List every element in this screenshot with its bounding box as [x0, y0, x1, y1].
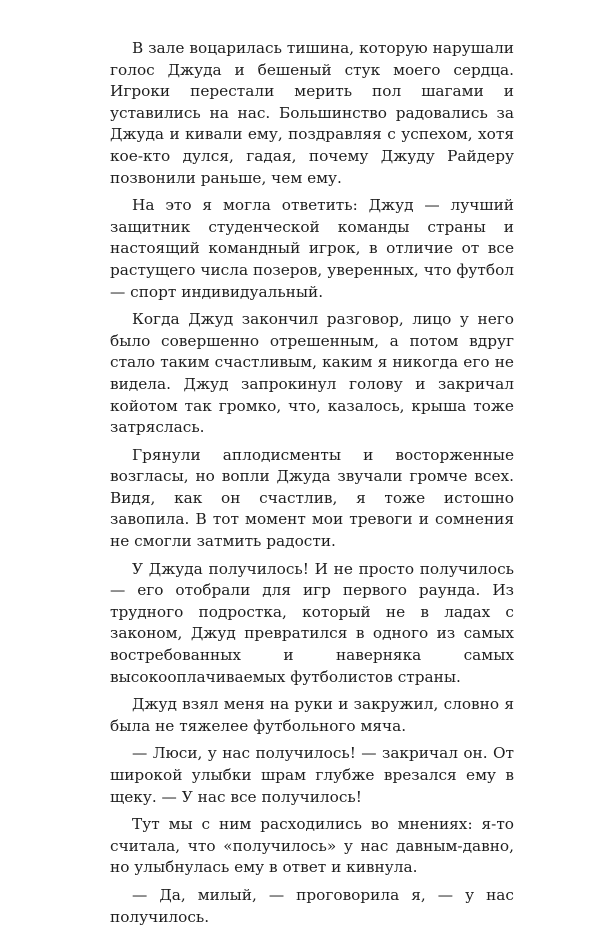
paragraph-5: У Джуда получилось! И не просто получилось — его отобрали для игр первого раунда. Из трудного подростка, который не в ладах с законом, Джуд превратился в одного из самых востребованных и наверняка самых высокооплачиваемых футболистов страны. [110, 559, 514, 686]
paragraph-1: В зале воцарилась тишина, которую нарушали голос Джуда и бешеный стук моего сердца. Игроки перестали мерить пол шагами и уставились на нас. Большинство радовались за Джуда и кивали ему, поздравляя с успехом, хотя кое-кто дулся, гадая, почему Джуду Райдеру позвонили раньше, чем ему. [110, 39, 514, 187]
paragraph-9: — Да, милый, — проговорила я, — у нас получилось. [110, 885, 514, 926]
paragraph-4: Грянули аплодисменты и восторженные возгласы, но вопли Джуда звучали громче всех. Видя, как он счастлив, я тоже истошно завопила. В тот момент мои тревоги и сомнения не смогли затмить радости. [110, 445, 514, 551]
paragraph-2: На это я могла ответить: Джуд — лучший защитник студенческой команды страны и настоящий командный игрок, в отличие от все растущего числа позеров, уверенных, что футбол — спорт индивидуальный. [110, 196, 514, 301]
paragraph-6: Джуд взял меня на руки и закружил, словно я была не тяжелее футбольного мяча. [110, 695, 514, 735]
body-text [110, 38, 514, 928]
paragraph-3: Когда Джуд закончил разговор, лицо у него было совершенно отрешенным, а потом вдруг стало таким счастливым, каким я никогда его не видела. Джуд запрокинул голову и закричал койотом так громко, что, казалось, крыша тоже затряслась. [110, 310, 514, 437]
paragraph-7: — Люси, у нас получилось! — закричал он. От широкой улыбки шрам глубже врезался ему в щеку. — У нас все получилось! [110, 744, 514, 806]
paragraph-8: Тут мы с ним расходились во мнениях: я-то считала, что «получилось» у нас давным-давно, но улыбнулась ему в ответ и кивнула. [110, 815, 514, 877]
